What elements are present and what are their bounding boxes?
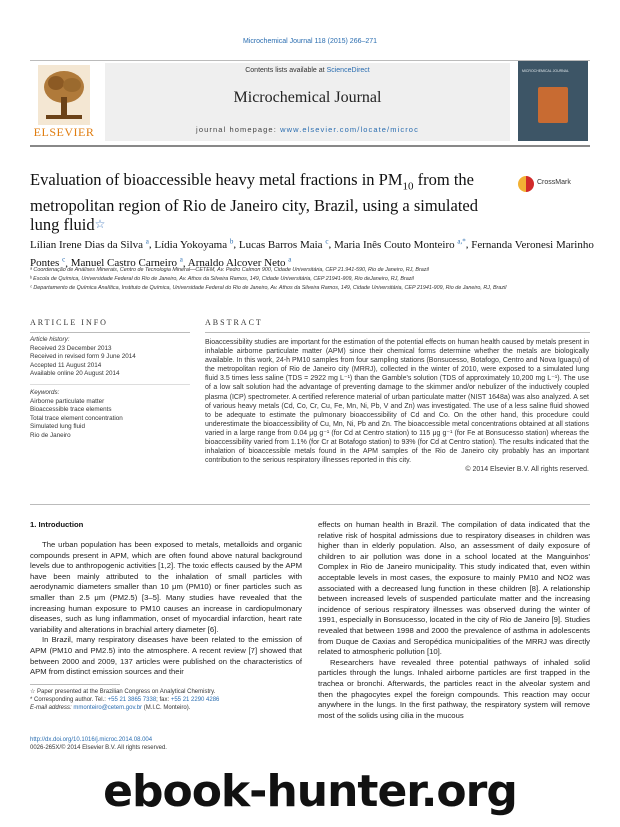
abstract-rule — [205, 332, 590, 333]
abstract-heading: ABSTRACT — [205, 318, 263, 327]
abstract-text: Bioaccessibility studies are important for the estimation of the potential effects on human health caused by metals present in inhalable airborne particulate matter (APM) since their chemical forms determine whether the metals are biologically available. In this work, 24-h PM10 samples from four sampling stations (Bonsucesso, Botafogo, Centro and Nova Iguaçu) of the metropolitan region of Rio de Janeiro city (MRRJ), collected in the winter of 2010, were exposed to a simulated lung fluid 3.5 times less saline (TDS = 2922 mg L⁻¹) than the Gamble's solution (TDS of approximately 10,200 mg L⁻¹). The use of a low salt solution had the advantage of preventing damage to the skimmer and/or nebulizer of the inductively coupled plasma (ICP) spectrometer. A certified reference material of urban particulate matter (NIST 1648a) was also analyzed. A set of various heavy metals (Cd, Co, Cr, Cu, Fe, Mn, Ni, Pb, V and Zn) was investigated. The use of a less saline fluid showed to be adequate to estimate the pulmonary bioaccessibility of Cd and Co. On the other hand, this procedure could underestimate the bioaccessibility of Cu, Mn, Ni, Pb and Zn. The bioaccessible metal concentrations obtained at all stations varied in a large range from 0.04 μg g⁻¹ (for Cd at Centro station) to 115 μg g⁻¹ (for Fe at Bonsucesso station) whereas the bioaccessibility varied from 1.1% (for Cr at Botafogo station) to 93% (for Cd at Centro station). The results indicated that the inhalation of bioaccessible metals found in the APM samples of the Rio de Janeiro city probably has an important contribution to the serious respiratory illnesses reported in this city. — [205, 339, 589, 465]
watermark-banner — [0, 760, 620, 827]
journal-header — [30, 60, 590, 147]
author: Manuel Castro Carneiro $^a$ — [70, 255, 183, 270]
journal-homepage — [105, 125, 510, 134]
paragraph: Researchers have revealed three potential pathways of inhaled solid particles through the lungs. Inhaled airborne particles are first trapped in the trachea or bronchi. Afterwards, the particles react in the alveolar system and then the phagocytes expel the foreign compounds. This reaction may occur anywhere in the lungs. In the first pathway, the respiratory system will remove most of the solids using cilia in the mucous — [318, 657, 590, 720]
tel-link[interactable]: +55 21 3865 7338 — [107, 697, 157, 703]
affiliations — [30, 266, 600, 293]
title-subscript: 10 — [402, 180, 414, 193]
author: Maria Inês Couto Monteiro $^{a,*}$ — [333, 237, 466, 251]
paragraph: In Brazil, many respiratory diseases have been related to the emission of APM (PM10 and PM2.5) into the atmosphere. A recent review [7] showed that between 2000 and 2009, 137 articles were published on the characteristics of APM from distinct emission sources and their — [30, 635, 302, 677]
author: Arnaldo Alcover Neto $^a$ — [187, 255, 292, 270]
watermark-text: ebook-hunter.org — [103, 766, 517, 817]
author-list: Lílian Irene Dias da Silva $^a$, Lídia Yokoyama $^b$, Lucas Barros Maia $^c$, Maria Inês Couto Monteiro $^{a,*}$, Fernanda Veronesi Marinho Pontes $^c$, Manuel Castro Carneiro $^a$, Arnaldo Alcover Neto $^a$ — [30, 237, 594, 270]
history-item: Accepted 11 August 2014 — [30, 361, 102, 369]
elsevier-tree-icon — [38, 65, 90, 125]
author: Lídia Yokoyama $^b$ — [154, 237, 234, 251]
elsevier-logo — [30, 61, 98, 141]
contents-line — [105, 67, 510, 74]
author: Lílian Irene Dias da Silva $^a$ — [30, 237, 149, 251]
author: Fernanda Veronesi Marinho Pontes $^c$ — [30, 238, 594, 270]
history-label: Article history: — [30, 336, 70, 343]
copyright: © 2014 Elsevier B.V. All rights reserved. — [465, 466, 589, 474]
crossmark-label: CrossMark — [537, 179, 571, 186]
article-info-rule — [30, 332, 190, 333]
keyword: Airborne particulate matter — [30, 397, 105, 405]
article-info-divider — [30, 384, 190, 385]
affiliation: ᵃ Coordenação de Análises Minerais, Centro de Tecnologia Mineral—CETEM, Av. Pedro Calmon 900, Cidade Universitária, CEP 21.941-590, Rio de Janeiro, RJ, Brazil — [30, 267, 429, 273]
abstract-body — [205, 338, 589, 474]
journal-cover — [518, 61, 588, 141]
crossmark-icon — [518, 176, 534, 192]
paragraph: effects on human health in Brazil. The compilation of data indicated that the relative risk of hospital admissions due to respiratory diseases in children was higher than in elderly population. Also, an assessment of daily exposure of children to air pollution was done in a school located at the Manguinhos' Complex in Rio de Janeiro municipality. This study indicated that, even within acceptable levels in most cases, the exposure to mainly PM10 and NO2 was associated with a decreased lung function in these children [8]. A relationship between increased levels of suspended particulate matter and the increasing incidence of serious respiratory illnesses was observed during the winter of 1991, especially in Bonsucesso, located in the city of Rio de Janeiro [9]. Studies revealed that between 1998 and 2000 the prevalence of asthma in adolescents from Duque de Caxias and Seropédica municipalities of the MRRJ was directly related to atmospheric pollution [10]. — [318, 520, 590, 657]
body-column-right — [318, 520, 590, 721]
title-part2: from the metropolitan region of Rio de Janeiro city, Brazil, using a simulated lung fluid — [30, 170, 478, 235]
journal-reference[interactable]: Microchemical Journal 118 (2015) 266–271 — [242, 38, 378, 45]
affiliation: ᵇ Escola de Química, Universidade Federal do Rio de Janeiro, Av. Athos da Silveira Ramos, 149, Cidade Universitária, CEP 21941-909, Rio deJaneiro, RJ, Brazil — [30, 276, 414, 282]
title-footnote-star[interactable]: ☆ — [94, 217, 106, 232]
doi-link[interactable]: http://dx.doi.org/10.1016/j.microc.2014.08.004 — [30, 737, 153, 743]
keyword: Bioaccessible trace elements — [30, 406, 112, 414]
history-item: Received 23 December 2013 — [30, 344, 112, 352]
footnote-rule — [30, 684, 120, 685]
article-info-heading: ARTICLE INFO — [30, 318, 108, 327]
paragraph: The urban population has been exposed to metals, metalloids and organic compounds present in APM, which are often found above natural background levels due to anthropogenic activities [1,2]. The toxic effects caused by the APM have been mainly attributed to the inhalation of small particles with aerodynamic diameters smaller than 10 μm (PM10) or finer particles such as smaller than 2.5 μm (PM2.5) [3–5]. Many studies have revealed that the increasing human exposure to PM10 causes an increase in cardiopulmonary diseases, such as lung inflammation, onset of myocardial infarction, heart rate variability and alterations in brachial artery diameter [6]. — [30, 540, 302, 634]
keyword: Rio de Janeiro — [30, 431, 71, 439]
issn-line: 0026-265X/© 2014 Elsevier B.V. All rights reserved. — [30, 745, 167, 751]
doi-block — [30, 736, 302, 752]
contents-prefix: Contents lists available at — [245, 67, 327, 74]
keywords-label: Keywords: — [30, 388, 60, 396]
keyword: Simulated lung fluid — [30, 423, 85, 431]
article-title — [30, 170, 480, 234]
publisher-name: ELSEVIER — [33, 125, 95, 139]
affiliation: ᶜ Departamento de Química Analítica, Instituto de Química, Universidade Federal do Rio de Janeiro, Av. Athos da Silveira Ramos, 149, Cidade Universitária, CEP 21941-909, Rio de Janeiro, RJ, Brazil — [30, 285, 507, 291]
email-link[interactable]: mmonteiro@cetem.gov.br — [73, 705, 143, 711]
abstract-bottom-rule — [30, 504, 590, 505]
homepage-link[interactable]: www.elsevier.com/locate/microc — [280, 125, 419, 134]
fax-link[interactable]: +55 21 2290 4286 — [170, 697, 220, 703]
article-info — [30, 336, 190, 441]
journal-title: Microchemical Journal — [233, 89, 382, 106]
footnote-corresponding: * Corresponding author. Tel.: +55 21 3865 7338; fax: +55 21 2290 4286 — [30, 697, 220, 703]
keyword: Total trace element concentration — [30, 414, 123, 422]
footnotes — [30, 688, 302, 712]
sciencedirect-link[interactable]: ScienceDirect — [326, 67, 370, 74]
crossmark-badge[interactable] — [518, 176, 598, 194]
body-column-left — [30, 540, 302, 678]
footnote-star: ☆ Paper presented at the Brazilian Congress on Analytical Chemistry. — [30, 689, 216, 695]
cover-title: MICROCHEMICAL JOURNAL — [522, 69, 569, 73]
title-part1: Evaluation of bioaccessible heavy metal fractions in PM — [30, 170, 403, 189]
footnote-email: E-mail address: mmonteiro@cetem.gov.br (M.I.C. Monteiro). — [30, 705, 191, 711]
author: Lucas Barros Maia $^c$ — [238, 237, 329, 251]
cover-image — [538, 87, 568, 123]
introduction-heading: 1. Introduction — [30, 520, 84, 529]
homepage-prefix: journal homepage: — [196, 125, 281, 134]
history-item: Received in revised form 9 June 2014 — [30, 353, 136, 361]
history-item: Available online 20 August 2014 — [30, 370, 120, 378]
